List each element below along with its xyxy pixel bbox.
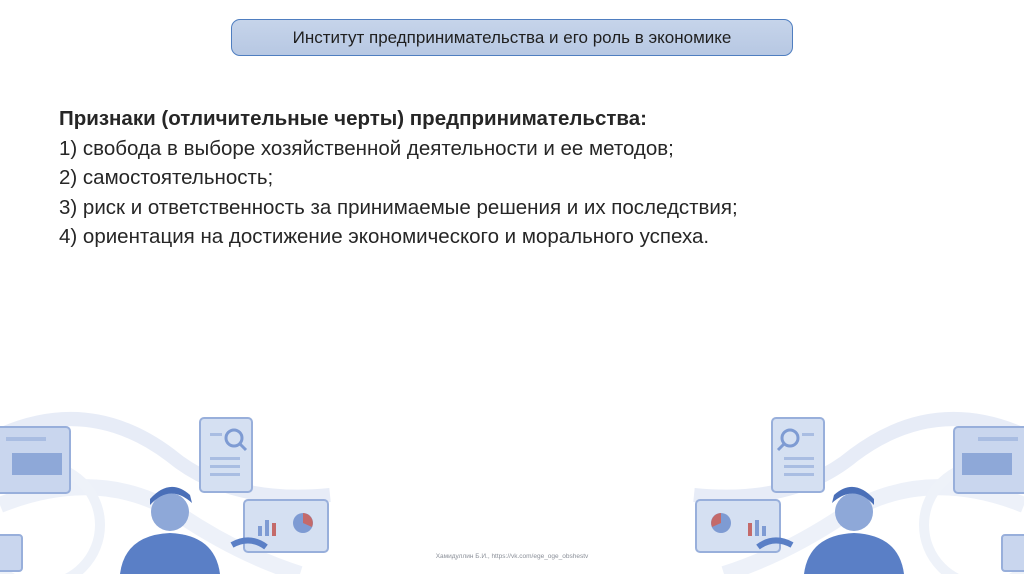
list-item: 1) свобода в выборе хозяйственной деятельности и ее методов; — [59, 136, 674, 160]
list-item: 2) самостоятельность; — [59, 166, 274, 189]
document-search-icon — [200, 418, 252, 492]
monitor-icon — [0, 427, 70, 493]
left-illustration-group — [0, 418, 330, 574]
right-illustration-group — [694, 418, 1024, 574]
list-item: 4) ориентация на достижение экономического и морального успеха. — [59, 225, 710, 248]
list-item: 3) риск и ответственность за принимаемые решения и их последствия; — [59, 195, 738, 219]
slide-content — [59, 104, 959, 252]
decorative-illustration — [0, 395, 1024, 574]
chart-card-icon — [232, 500, 328, 552]
footer-credit: Хамидуллин Б.И., https://vk.com/ege_oge_obshestv — [435, 553, 589, 560]
slide-title-box — [231, 19, 793, 56]
content-heading: Признаки (отличительные черты) предпринимательства: — [59, 107, 647, 130]
slide-title: Институт предпринимательства и его роль в экономике — [292, 27, 732, 47]
